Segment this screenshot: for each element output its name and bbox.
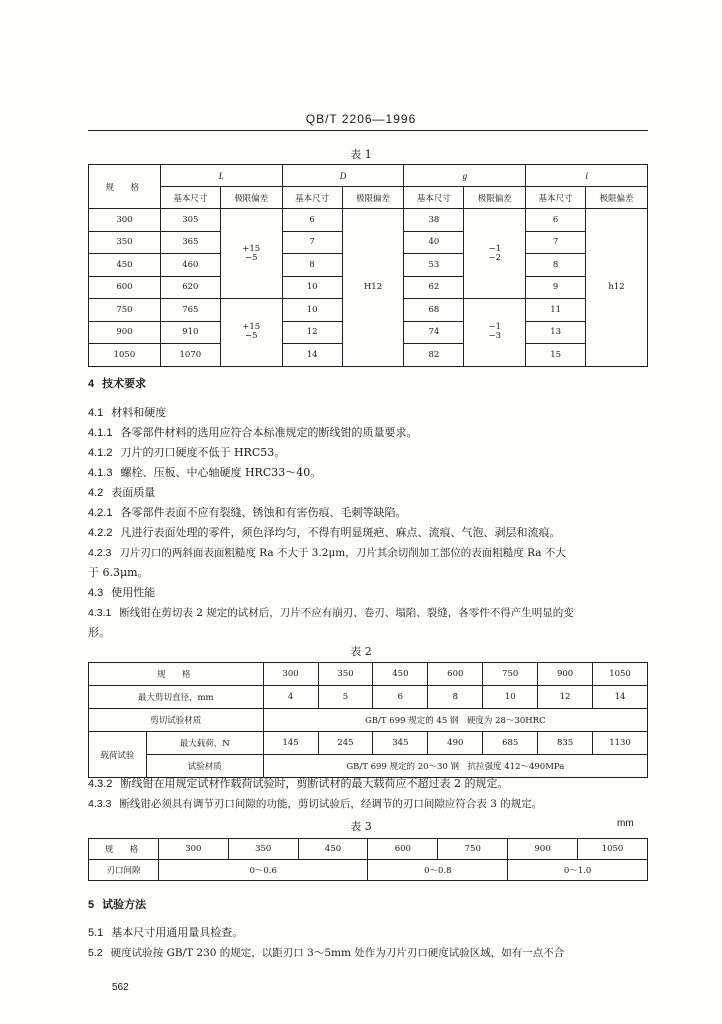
clause-continuation: 形。 [88, 626, 110, 639]
table2-max-load-label: 最大载荷，N [146, 732, 263, 755]
clause: 4.1 材料和硬度 [88, 406, 167, 419]
table1-D-value: 6 [282, 209, 342, 232]
table1-D-value: 7 [282, 231, 342, 254]
clause: 5.1 基本尺寸用通用量具检查。 [88, 926, 244, 939]
table1-L-value: 365 [160, 231, 220, 254]
table1-g-value: 68 [404, 299, 464, 322]
table3-spec: 750 [438, 839, 508, 860]
table1-D-value: 8 [282, 254, 342, 277]
table1-L-value: 1070 [160, 344, 220, 367]
table1-spec: 450 [89, 254, 161, 277]
table-row [89, 732, 648, 755]
table2-max-dia: 4 [263, 686, 318, 709]
table1-D-value: 10 [282, 299, 342, 322]
table1-group-l: l [526, 165, 648, 187]
table2-max-dia: 12 [538, 686, 593, 709]
table1 [88, 164, 648, 367]
table1-l-value: 13 [526, 321, 586, 344]
clause: 4.1.1 各零部件材料的选用应符合本标准规定的断线钳的质量要求。 [88, 426, 418, 439]
table2-spec: 300 [263, 663, 318, 686]
table3-gap: 0～0.6 [158, 860, 368, 881]
table1-L-value: 765 [160, 299, 220, 322]
table3-spec-header: 规 格 [89, 839, 159, 860]
table1-caption: 表 1 [350, 148, 372, 161]
table1-subheader: 基本尺寸 [160, 187, 220, 209]
table2-max-load: 245 [318, 732, 373, 755]
table2-max-load: 345 [373, 732, 428, 755]
table1-l-value: 6 [526, 209, 586, 232]
table1-L-value: 305 [160, 209, 220, 232]
table2-max-dia: 10 [483, 686, 538, 709]
clause: 4.2.3 刀片刃口的两斜面表面粗糙度 Ra 不大于 3.2μm，刀片其余切削加工部位的表面粗糙度 Ra 不大 [88, 547, 566, 559]
table2-test-material: GB/T 699 规定的 20～30 钢 抗拉强度 412～490MPa [263, 755, 647, 778]
section4-heading: 4 技术要求 [88, 377, 147, 390]
table1-D-value: 12 [282, 321, 342, 344]
table1-l-tolerance: h12 [586, 209, 648, 367]
table-row [89, 686, 648, 709]
table1-g-value: 40 [404, 231, 464, 254]
table3-spec: 300 [158, 839, 228, 860]
table2-max-dia: 8 [428, 686, 483, 709]
table1-spec: 300 [89, 209, 161, 232]
table3-unit: mm [617, 818, 634, 829]
table1-l-value: 15 [526, 344, 586, 367]
table1-g-value: 62 [404, 276, 464, 299]
table2-caption: 表 2 [350, 645, 372, 658]
table1-subheader: 极限偏差 [586, 187, 648, 209]
table1-spec: 1050 [89, 344, 161, 367]
table-row [89, 839, 648, 860]
table1-g-value: 53 [404, 254, 464, 277]
table1-l-value: 11 [526, 299, 586, 322]
table1-L-value: 910 [160, 321, 220, 344]
table2-cut-material-label: 剪切试验材质 [89, 709, 264, 732]
table1-spec: 350 [89, 231, 161, 254]
table3-spec: 450 [298, 839, 368, 860]
table1-spec: 750 [89, 299, 161, 322]
table3-caption: 表 3 [350, 820, 372, 833]
table1-L-value: 460 [160, 254, 220, 277]
clause: 4.2.2 凡进行表面处理的零件，须色泽均匀，不得有明显斑疤、麻点、流痕、气泡、剥层和流痕。 [88, 526, 561, 539]
table1-g-value: 38 [404, 209, 464, 232]
table2-spec: 350 [318, 663, 373, 686]
table1-spec: 600 [89, 276, 161, 299]
table1-spec-header: 规 格 [89, 165, 161, 209]
table2-test-material-label: 试验材质 [146, 755, 263, 778]
table2-max-dia: 6 [373, 686, 428, 709]
clause: 4.3.3 断线钳必须具有调节刃口间隙的功能，剪切试验后，经调节的刃口间隙应符合表 3 的规定。 [88, 798, 543, 810]
table1-subheader: 极限偏差 [342, 187, 404, 209]
table1-group-g: g [404, 165, 526, 187]
clause: 4.3.2 断线钳在用规定试材作载荷试验时，剪断试材的最大载荷应不超过表 2 的规定。 [88, 777, 509, 790]
table3-gap: 0～1.0 [508, 860, 648, 881]
table2-max-dia-label: 最大剪切直径，mm [89, 686, 264, 709]
table3-gap: 0～0.8 [368, 860, 508, 881]
table1-group-D: D [282, 165, 404, 187]
table1-subheader: 基本尺寸 [404, 187, 464, 209]
table2-spec: 750 [483, 663, 538, 686]
clause: 4.2 表面质量 [88, 486, 156, 499]
table2-max-dia: 5 [318, 686, 373, 709]
table2-max-load: 685 [483, 732, 538, 755]
table3-gap-label: 刃口间隙 [89, 860, 159, 881]
table1-D-value: 14 [282, 344, 342, 367]
clause: 4.2.1 各零部件表面不应有裂缝、锈蚀和有害伤痕、毛刺等缺陷。 [88, 506, 407, 519]
table1-subheader: 基本尺寸 [282, 187, 342, 209]
table2-max-dia: 14 [593, 686, 648, 709]
table1-L-value: 620 [160, 276, 220, 299]
table1-subheader: 极限偏差 [464, 187, 526, 209]
table1-g-tolerance-1: −1 −2 [464, 209, 526, 299]
table1-L-tolerance-1: +15 −5 [220, 209, 282, 299]
clause-continuation: 于 6.3μm。 [88, 566, 149, 579]
table-row [89, 209, 648, 232]
table1-g-tolerance-2: −1 −3 [464, 299, 526, 367]
header-rule [88, 130, 648, 131]
table-row [89, 709, 648, 732]
table2-spec-header: 规 格 [89, 663, 264, 686]
table1-l-value: 7 [526, 231, 586, 254]
table2-load-label: 载荷试验 [89, 732, 147, 778]
table1-subheader: 基本尺寸 [526, 187, 586, 209]
table3-spec: 600 [368, 839, 438, 860]
table1-g-value: 74 [404, 321, 464, 344]
table3-spec: 350 [228, 839, 298, 860]
clause: 4.3.1 断线钳在剪切表 2 规定的试材后，刀片不应有崩刃、卷刃、塌陷、裂缝，各零件不得产生明显的变 [88, 607, 574, 619]
table1-l-value: 9 [526, 276, 586, 299]
section5-heading: 5 试验方法 [88, 898, 147, 911]
table3-spec: 1050 [578, 839, 648, 860]
table2-max-load: 490 [428, 732, 483, 755]
table1-l-value: 8 [526, 254, 586, 277]
clause: 4.1.3 螺栓、压板、中心轴硬度 HRC33～40。 [88, 466, 322, 479]
table1-D-tolerance: H12 [342, 209, 404, 367]
table2-max-load: 145 [263, 732, 318, 755]
table1-subheader: 极限偏差 [220, 187, 282, 209]
page-number: 562 [112, 982, 129, 993]
clause: 5.2 硬度试验按 GB/T 230 的规定，以距刃口 3～5mm 处作为刀片刃口硬度试验区域，如有一点不合 [88, 947, 565, 959]
table-row [89, 860, 648, 881]
table1-spec: 900 [89, 321, 161, 344]
table1-group-L: L [160, 165, 282, 187]
standard-number: QB/T 2206—1996 [305, 112, 417, 126]
table3 [88, 838, 648, 881]
clause: 4.3 使用性能 [88, 586, 156, 599]
table2-max-load: 1130 [593, 732, 648, 755]
table1-D-value: 10 [282, 276, 342, 299]
table2-spec: 900 [538, 663, 593, 686]
table2-spec: 450 [373, 663, 428, 686]
table1-L-tolerance-2: +15 −5 [220, 299, 282, 367]
clause: 4.1.2 刀片的刃口硬度不低于 HRC53。 [88, 446, 286, 459]
table3-spec: 900 [508, 839, 578, 860]
table2-spec: 1050 [593, 663, 648, 686]
table2 [88, 662, 648, 778]
table2-max-load: 835 [538, 732, 593, 755]
table1-g-value: 82 [404, 344, 464, 367]
table2-cut-material: GB/T 699 规定的 45 钢 硬度为 28～30HRC [263, 709, 647, 732]
table-row [89, 663, 648, 686]
table-row [89, 755, 648, 778]
table2-spec: 600 [428, 663, 483, 686]
